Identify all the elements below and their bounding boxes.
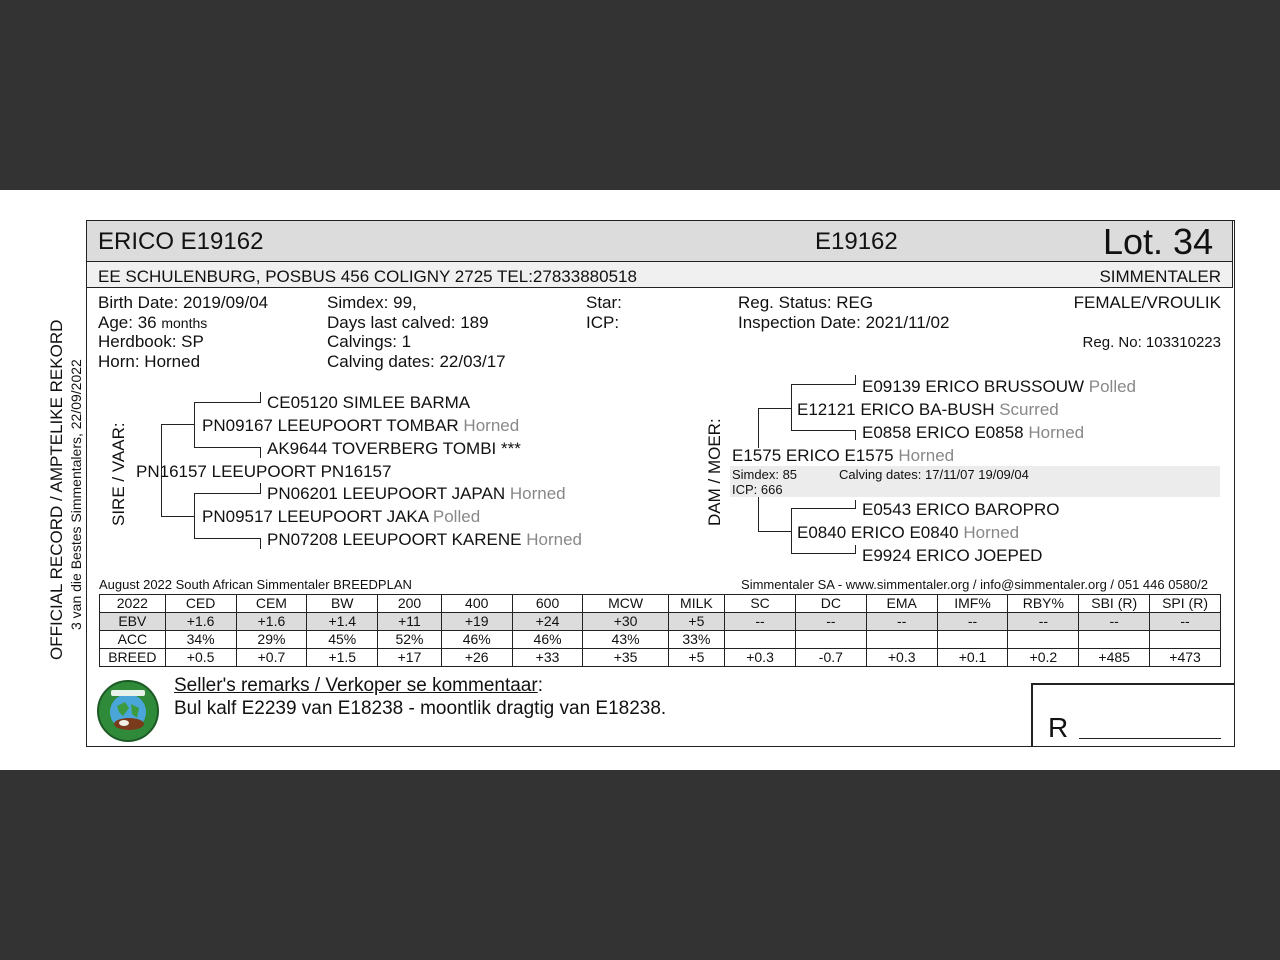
ssd-name: AK9644 TOVERBERG TOMBI *** — [267, 439, 521, 458]
acc-cell — [725, 631, 796, 649]
line — [855, 430, 856, 440]
sds-name: PN06201 LEEUPOORT JAPAN — [267, 484, 506, 503]
sire-sire — [202, 416, 519, 436]
acc-cell: ACC — [100, 631, 166, 649]
acc-cell: 46% — [512, 631, 583, 649]
ebv-row — [100, 613, 1221, 631]
breed-name: SIMMENTALER — [1099, 267, 1221, 286]
remarks-title: Seller's remarks / Verkoper se kommentaar — [174, 675, 538, 696]
line — [855, 375, 856, 385]
acc-cell — [1008, 631, 1079, 649]
dam-sire-sire — [862, 377, 1136, 397]
line — [791, 508, 856, 509]
acc-cell: 33% — [668, 631, 724, 649]
breed-cell: +26 — [441, 649, 512, 667]
line — [758, 531, 792, 532]
sire-sire-dam — [267, 439, 521, 459]
acc-cell: 45% — [307, 631, 378, 649]
ebv-cell: +19 — [441, 613, 512, 631]
ebv-cell: +30 — [583, 613, 668, 631]
dd-name: E0840 ERICO E0840 — [797, 523, 959, 542]
inspection-date: Inspection Date: 2021/11/02 — [738, 313, 950, 332]
dam-icp: ICP: 666 — [732, 482, 783, 497]
dam-lower-bracket — [758, 496, 759, 532]
breed-cell: +0.7 — [236, 649, 307, 667]
breedplan-contact: Simmentaler SA - www.simmentaler.org / info@simmentaler.org / 051 446 0580/2 — [741, 577, 1208, 592]
dd-horn: Horned — [963, 523, 1020, 542]
breed-cell: BREED — [100, 649, 166, 667]
dam-horn: Horned — [898, 446, 955, 465]
remarks-heading — [174, 675, 543, 697]
side-record-label: OFFICIAL RECORD / AMPTELIKE REKORD — [47, 319, 66, 660]
owner-details: EE SCHULENBURG, POSBUS 456 COLIGNY 2725 TEL:27833880518 — [98, 267, 637, 286]
dds-name: E0543 ERICO BAROPRO — [862, 500, 1060, 519]
breed-cell: +35 — [583, 649, 668, 667]
dsd-horn: Horned — [1028, 423, 1085, 442]
acc-cell: 29% — [236, 631, 307, 649]
dam-name-text: E1575 ERICO E1575 — [732, 446, 894, 465]
dam-dam-sire — [862, 500, 1059, 520]
line — [791, 430, 856, 431]
line — [791, 532, 792, 554]
simdex: Simdex: 99, — [327, 293, 417, 312]
breed-cell: +0.5 — [165, 649, 236, 667]
ds-horn: Scurred — [999, 400, 1059, 419]
logo-graphic — [99, 682, 157, 740]
ebv-cell: -- — [795, 613, 866, 631]
dam-name — [732, 446, 954, 466]
line — [791, 553, 856, 554]
sss-name: CE05120 SIMLEE BARMA — [267, 393, 471, 412]
ebv-table — [99, 594, 1221, 667]
star: Star: — [586, 293, 622, 312]
reg-number: Reg. No: 103310223 — [1082, 334, 1221, 351]
dam-sire — [797, 400, 1059, 420]
sire-dam-bracket — [194, 493, 195, 538]
ebv-header-cell: SBI (R) — [1079, 595, 1150, 613]
breed-cell: +17 — [378, 649, 442, 667]
catalogue-page — [0, 190, 1280, 770]
ebv-header-row — [100, 595, 1221, 613]
line — [194, 402, 261, 403]
acc-cell — [795, 631, 866, 649]
sire-sire-sire — [267, 393, 470, 413]
sdd-name: PN07208 LEEUPOORT KARENE — [267, 530, 522, 549]
remarks-colon: : — [537, 675, 543, 696]
ebv-header-cell: SC — [725, 595, 796, 613]
birth-date: Birth Date: 2019/09/04 — [98, 293, 269, 312]
line — [855, 545, 856, 554]
side-sale-label: 3 van die Bestes Simmentalers, 22/09/2022 — [68, 359, 84, 630]
sex: FEMALE/VROULIK — [1073, 293, 1221, 312]
dsd-name: E0858 ERICO E0858 — [862, 423, 1024, 442]
animal-name: ERICO E19162 — [98, 228, 264, 255]
ebv-header-cell: 400 — [441, 595, 512, 613]
sire-name: PN16157 LEEUPOORT PN16157 — [136, 462, 392, 481]
sd-name: PN09517 LEEUPOORT JAKA — [202, 507, 429, 526]
animal-id: E19162 — [815, 228, 898, 255]
ebv-header-cell: RBY% — [1008, 595, 1079, 613]
ss-horn: Horned — [463, 416, 520, 435]
breedplan-source: August 2022 South African Simmentaler BREEDPLAN — [99, 577, 412, 592]
dss-horn: Polled — [1088, 377, 1137, 396]
sdd-horn: Horned — [526, 530, 582, 549]
breed-cell: +473 — [1150, 649, 1221, 667]
calving-dates: Calving dates: 22/03/17 — [327, 352, 506, 371]
dam-simdex: Simdex: 85 — [732, 467, 798, 482]
line — [194, 538, 261, 539]
ebv-cell: +11 — [378, 613, 442, 631]
sire-label: SIRE / VAAR: — [109, 422, 128, 526]
ebv-header-cell: MCW — [583, 595, 668, 613]
breed-cell: +0.3 — [866, 649, 937, 667]
icp: ICP: — [586, 313, 620, 332]
line — [260, 483, 261, 494]
sire-bracket-bottom — [161, 516, 195, 517]
dam-upper-bracket — [758, 408, 759, 448]
price-box-top — [1031, 683, 1234, 685]
dam-sire-dam — [862, 423, 1084, 443]
reg-status: Reg. Status: REG — [738, 293, 874, 312]
ebv-header-cell: CEM — [236, 595, 307, 613]
sire-dam-dam — [267, 530, 582, 550]
ss-name: PN09167 LEEUPOORT TOMBAR — [202, 416, 459, 435]
sire-bracket-top — [161, 424, 195, 425]
acc-row — [100, 631, 1221, 649]
breed-cell: +0.1 — [937, 649, 1008, 667]
ebv-header-cell: 200 — [378, 595, 442, 613]
dam-dam-dam — [862, 546, 1042, 566]
herdbook: Herdbook: SP — [98, 332, 204, 351]
acc-cell: 43% — [583, 631, 668, 649]
ebv-cell: +1.6 — [236, 613, 307, 631]
acc-cell — [937, 631, 1008, 649]
line — [758, 408, 792, 409]
breed-cell: +5 — [668, 649, 724, 667]
simmentaler-sa-logo-icon — [97, 680, 159, 742]
ebv-header-cell: IMF% — [937, 595, 1008, 613]
breed-cell: +1.5 — [307, 649, 378, 667]
ebv-header-cell: 2022 — [100, 595, 166, 613]
acc-cell — [866, 631, 937, 649]
ebv-cell: -- — [725, 613, 796, 631]
breed-cell: +485 — [1079, 649, 1150, 667]
line — [260, 538, 261, 549]
acc-cell: 46% — [441, 631, 512, 649]
ebv-cell: +1.4 — [307, 613, 378, 631]
ebv-cell: +5 — [668, 613, 724, 631]
line — [260, 392, 261, 403]
dss-name: E09139 ERICO BRUSSOUW — [862, 377, 1085, 396]
sire-dam-sire — [267, 484, 566, 504]
calvings: Calvings: 1 — [327, 332, 412, 351]
breed-cell: +0.2 — [1008, 649, 1079, 667]
ebv-header-cell: BW — [307, 595, 378, 613]
ddd-name: E9924 ERICO JOEPED — [862, 546, 1043, 565]
ebv-header-cell: DC — [795, 595, 866, 613]
sds-horn: Horned — [509, 484, 566, 503]
ebv-header-cell: 600 — [512, 595, 583, 613]
acc-cell: 52% — [378, 631, 442, 649]
breed-cell: +33 — [512, 649, 583, 667]
line — [791, 409, 792, 431]
ebv-header-cell: CED — [165, 595, 236, 613]
breed-cell: -0.7 — [795, 649, 866, 667]
ebv-cell: +1.6 — [165, 613, 236, 631]
line — [791, 508, 792, 532]
line — [855, 500, 856, 509]
ebv-cell: -- — [1150, 613, 1221, 631]
remarks-text: Bul kalf E2239 van E18238 - moontlik dragtig van E18238. — [174, 698, 667, 719]
acc-cell — [1079, 631, 1150, 649]
horn-status: Horn: Horned — [98, 352, 201, 371]
line — [260, 447, 261, 458]
line — [791, 384, 792, 409]
sd-horn: Polled — [432, 507, 481, 526]
ebv-cell: EBV — [100, 613, 166, 631]
breed-avg-row — [100, 649, 1221, 667]
dam-calving-dates: Calving dates: 17/11/07 19/09/04 — [839, 467, 1029, 482]
line — [194, 493, 261, 494]
breed-cell: +0.3 — [725, 649, 796, 667]
dam-label: DAM / MOER: — [705, 418, 724, 526]
ebv-header-cell: EMA — [866, 595, 937, 613]
acc-cell: 34% — [165, 631, 236, 649]
dam-dam — [797, 523, 1019, 543]
ds-name: E12121 ERICO BA-BUSH — [797, 400, 995, 419]
age-value: Age: 36 — [98, 313, 162, 332]
price-currency: R — [1048, 712, 1069, 743]
age-unit: months — [161, 315, 208, 331]
ebv-cell: +24 — [512, 613, 583, 631]
ebv-header-cell: SPI (R) — [1150, 595, 1221, 613]
sire-dam — [202, 507, 480, 527]
sire-sire-bracket — [194, 402, 195, 447]
days-last-calved: Days last calved: 189 — [327, 313, 489, 332]
ebv-cell: -- — [866, 613, 937, 631]
price-entry-line[interactable] — [1079, 738, 1221, 739]
lot-number: Lot. 34 — [1103, 221, 1214, 262]
ebv-cell: -- — [1079, 613, 1150, 631]
line — [791, 384, 856, 385]
ebv-cell: -- — [937, 613, 1008, 631]
price-box-left — [1031, 683, 1033, 746]
age — [98, 313, 207, 333]
acc-cell — [1150, 631, 1221, 649]
line — [194, 447, 261, 448]
ebv-cell: -- — [1008, 613, 1079, 631]
ebv-header-cell: MILK — [668, 595, 724, 613]
